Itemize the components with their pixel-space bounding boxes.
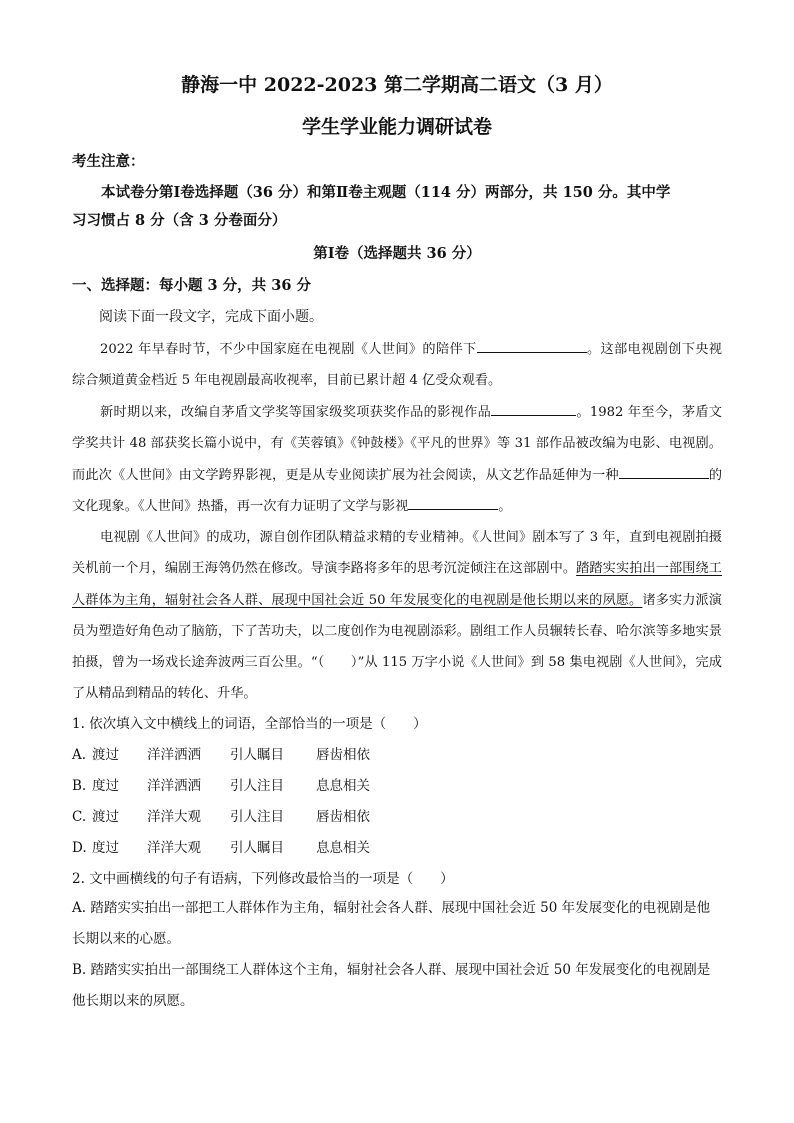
blank-3[interactable] xyxy=(619,464,709,479)
notice-intro-line1: 本试卷分第Ⅰ卷选择题（36 分）和第Ⅱ卷主观题（114 分）两部分，共 150 分。其中学 xyxy=(101,184,671,201)
blank-2[interactable] xyxy=(491,401,576,416)
q2-option-b[interactable]: B. 踏踏实实拍出一部围绕工人群体这个主角，辐射社会各人群、展现中国社会近 50 年发展变化的电视剧是他长期以来的夙愿。 xyxy=(72,962,711,1009)
reading-instruction: 阅读下面一段文字，完成下面小题。 xyxy=(99,309,323,325)
passage-paragraph-3 xyxy=(72,522,722,710)
p1-text-b: 。这部电视剧创下央视综合频道黄金档近 5 年电视剧最高收视率，目前已累计超 4 亿受众观看。 xyxy=(72,342,722,389)
section1-title: 一、选择题：每小题 3 分，共 36 分 xyxy=(72,277,311,294)
p2-text-a: 新时期以来，改编自茅盾文学奖等国家级奖项获奖作品的影视作品 xyxy=(100,405,492,420)
blank-4[interactable] xyxy=(408,495,498,510)
notice-label: 考生注意： xyxy=(72,153,145,170)
passage-paragraph-2 xyxy=(72,397,722,522)
passage-paragraph-1 xyxy=(72,334,722,397)
notice-intro xyxy=(72,179,722,235)
notice-intro-line2: 习习惯占 8 分（含 3 分卷面分） xyxy=(72,212,287,229)
underlined-sentence: 踏踏实实拍出一部围绕工人群体为主角，辐射社会各人群、展现中国社会近 50 年发展变化的电视剧是他长期以来的夙愿。 xyxy=(72,561,722,608)
exam-title: 静海一中 2022-2023 第二学期高二语文（3 月） xyxy=(181,74,613,96)
p2-text-b: 。1982 年至今，茅盾文学奖共计 48 部获奖长篇小说中，有《芙蓉镇》《钟鼓楼》《平凡的世界》等 31 部作品被改编为电影、电视剧。而此次《人世间》由文学跨界影视，更是从专业阅读扩展为社会阅读，从文艺作品延伸为一种 xyxy=(72,405,722,483)
q1-option-c[interactable]: C. 渡过 洋洋大观 引人注目 唇齿相依 xyxy=(72,809,370,825)
q1-option-d[interactable]: D. 度过 洋洋大观 引人瞩目 息息相关 xyxy=(72,840,370,856)
p3-text-a: 电视剧《人世间》的成功，源自创作团队精益求精的专业精神。《人世间》剧本写了 3 年，直到电视剧拍摄关机前一个月，编剧王海鸰仍然在修改。导演李路将多年的思考沉淀倾注在这部剧中。 xyxy=(72,530,722,577)
p3-text-b: 诸多实力派演员为塑造好角色动了脑筋，下了苦功夫，以二度创作为电视剧添彩。剧组工作人员辗转长春、哈尔滨等多地实景拍摄，曾为一场戏长途奔波两三百公里。“（ ）”从 115 万字小说《人世间》到 58 集电视剧《人世间》，完成了从精品到精品的转化、升华。 xyxy=(72,592,722,702)
q1-option-a[interactable]: A. 渡过 洋洋洒洒 引人瞩目 唇齿相依 xyxy=(72,747,370,763)
exam-subtitle: 学生学业能力调研试卷 xyxy=(301,116,492,138)
p1-text-a: 2022 年早春时节，不少中国家庭在电视剧《人世间》的陪伴下 xyxy=(100,342,477,357)
question-1-stem: 1. 依次填入文中横线上的词语，全部恰当的一项是（ ） xyxy=(72,716,427,732)
p2-text-d: 。 xyxy=(498,498,512,514)
p2-text-c: 的文化现象。《人世间》热播，再一次有力证明了文学与影视 xyxy=(72,467,723,514)
q2-option-a[interactable]: A. 踏踏实实拍出一部把工人群体作为主角，辐射社会各人群、展现中国社会近 50 年发展变化的电视剧是他长期以来的心愿。 xyxy=(72,900,711,947)
part1-title: 第Ⅰ卷（选择题共 36 分） xyxy=(313,245,481,262)
blank-1[interactable] xyxy=(477,338,587,353)
question-2-stem: 2. 文中画横线的句子有语病，下列修改最恰当的一项是（ ） xyxy=(72,871,454,887)
q1-option-b[interactable]: B. 度过 洋洋洒洒 引人注目 息息相关 xyxy=(72,778,370,794)
